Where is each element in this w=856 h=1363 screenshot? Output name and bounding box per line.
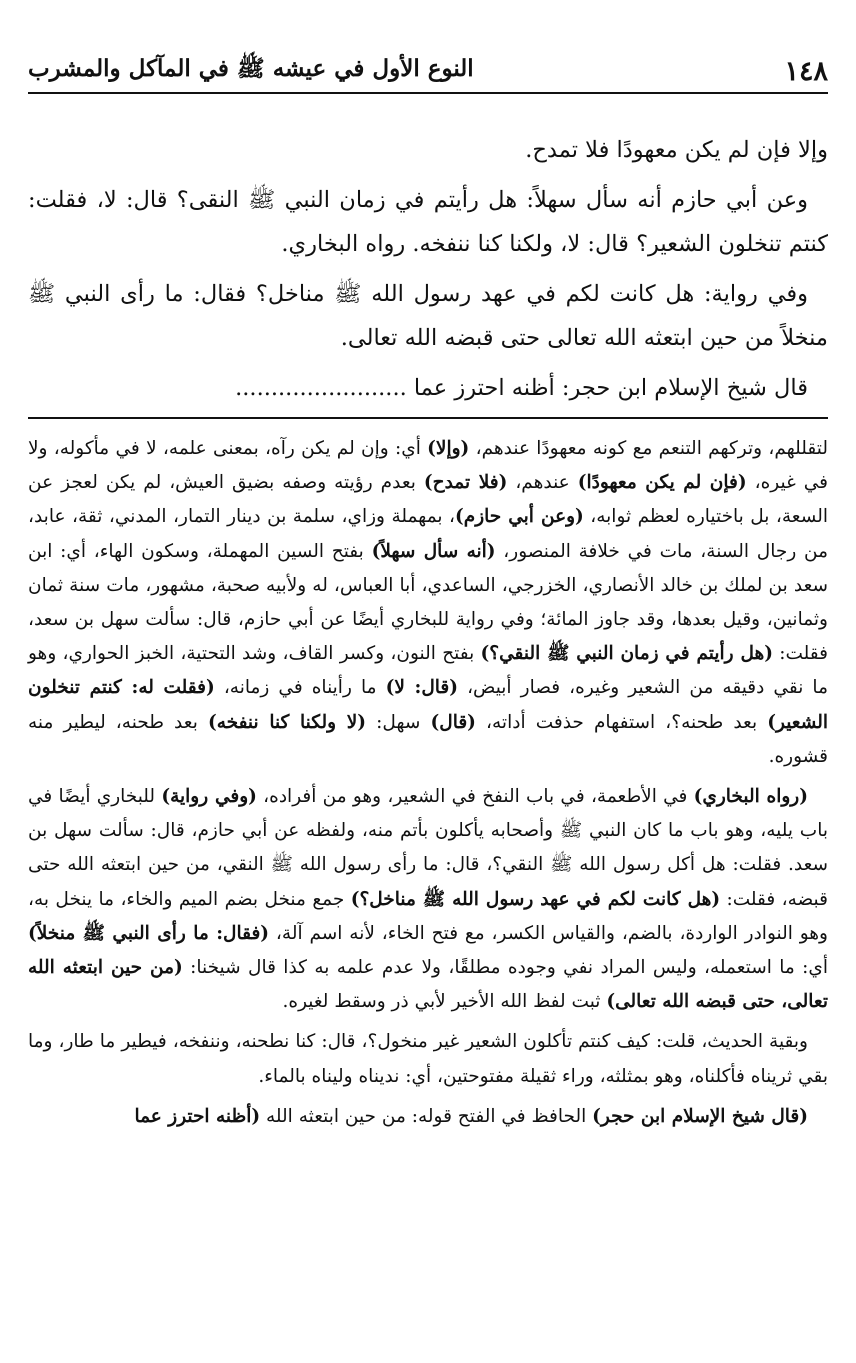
quoted-phrase: (فقلت له: كنتم تنخلون الشعير) — [28, 677, 828, 733]
matn-paragraph: قال شيخ الإسلام ابن حجر: أظنه احترز عما ........................ — [235, 375, 808, 401]
quoted-phrase: (أنه سأل سهلاً) — [371, 540, 496, 562]
matn-paragraph: وعن أبي حازم أنه سأل سهلاً: هل رأيتم في زمان النبي ﷺ النقى؟ قال: لا، فقلت: كنتم تنخلون الشعير؟ قال: لا، ولكنا كنا ننفخه. رواه البخاري. — [28, 187, 828, 257]
commentary-paragraph: وبقية الحديث، قلت: كيف كنتم تأكلون الشعير غير منخول؟، قال: كنا نطحنه، وننفخه، فيطير ما طار، وما بقي ثريناه فأكلناه، وهو بمثلثه، وراء ثقيلة مفتوحتين، أي: نديناه وليناه بالماء. — [28, 1031, 828, 1087]
commentary-text — [28, 432, 828, 1140]
quoted-phrase: (أظنه احترز عما — [134, 1105, 261, 1127]
quoted-phrase: (فلا تمدح) — [423, 472, 508, 494]
commentary-segment: أي: وإن لم يكن رآه، بمعنى علمه، لا في مأكوله، ولا في غيره، — [28, 438, 829, 494]
commentary-segment: بعدم رؤيته وصفه بضيق العيش، لم يكن لعجز عن السعة، بل باختياره لعظم ثوابه، — [28, 472, 828, 528]
quoted-phrase: (هل رأيتم في زمان النبي ﷺ النقي؟) — [480, 643, 773, 665]
quoted-phrase: (قال شيخ الإسلام ابن حجر) — [592, 1105, 808, 1127]
quoted-phrase: (قال) — [430, 711, 476, 733]
section-divider — [28, 417, 828, 419]
quoted-phrase: (فإن لم يكن معهودًا) — [577, 472, 747, 494]
commentary-segment: عندهم، — [507, 472, 578, 494]
quoted-phrase: (وفي رواية) — [161, 786, 257, 808]
commentary-segment: سهل: — [366, 711, 431, 733]
commentary-segment: بفتح السين المهملة، وسكون الهاء، أي: ابن سعد بن لملك بن خالد الأنصاري، الخزرجي، الساعدي، أبا العباس، له ولأبيه صحبة، مشهور، مات سنة ثمان وثمانين، وقيل بعدها، وقد جاوز المائة؛ وفي رواية للبخاري أيضًا عن أبي حازم، قال: سألت سهل بن سعد، فقلت: — [28, 540, 828, 665]
quoted-phrase: (هل كانت لكم في عهد رسول الله ﷺ مناخل؟) — [350, 888, 721, 910]
quoted-phrase: (فقال: ما رأى النبي ﷺ منخلاً) — [28, 922, 270, 944]
commentary-segment: الحافظ في الفتح قوله: من حين ابتعثه الله — [260, 1105, 593, 1127]
commentary-segment: بعد طحنه؟، استفهام حذفت أداته، — [475, 711, 768, 733]
commentary-segment: ، بمهملة وزاي، سلمة بن دينار التمار، المدني، ثقة، عابد، من رجال السنة، مات في خلافة المنصور، — [28, 506, 828, 562]
commentary-paragraph — [28, 432, 828, 774]
commentary-segment: في الأطعمة، في باب النفخ في الشعير، وهو من أفراده، — [256, 786, 694, 808]
quoted-phrase: (قال: لا) — [385, 677, 458, 699]
running-title: النوع الأول في عيشه ﷺ في المآكل والمشرب — [28, 55, 474, 82]
page-header — [28, 54, 828, 94]
commentary-paragraph — [28, 780, 828, 1019]
main-hadith-text — [28, 128, 828, 416]
matn-line: وإلا فإن لم يكن معهودًا فلا تمدح. — [525, 137, 828, 163]
commentary-segment: جمع منخل بضم الميم والخاء، ما ينخل به، وهو النوادر الواردة، بالضم، والقياس الكسر، مع فتح الخاء، لأنه اسم آلة، — [28, 888, 828, 944]
commentary-segment: لتقللهم، وتركهم التنعم مع كونه معهودًا عندهم، — [469, 438, 828, 459]
matn-paragraph: وفي رواية: هل كانت لكم في عهد رسول الله ﷺ مناخل؟ فقال: ما رأى النبي ﷺ منخلاً من حين ابتعثه الله تعالى حتى قبضه الله تعالى. — [28, 281, 828, 351]
quoted-phrase: (لا ولكنا كنا ننفخه) — [207, 711, 366, 733]
page-number: ١٤٨ — [784, 55, 828, 87]
quoted-phrase: (وعن أبي حازم) — [455, 506, 584, 528]
commentary-segment: للبخاري أيضًا في باب يليه، وهو باب ما كان النبي ﷺ وأصحابه يأكلون بأتم منه، ولفظه عن أبي حازم، قال: سألت سهل بن سعد. فقلت: هل أكل رسول الله ﷺ النقي؟، قال: ما رأى رسول الله ﷺ النقي، من حين ابتعثه الله حتى قبضه، فقلت: — [28, 786, 828, 910]
commentary-paragraph — [28, 1100, 828, 1134]
commentary-segment: بعد طحنه، ليطير منه قشوره. — [28, 711, 828, 767]
commentary-segment: ثبت لفظ الله الأخير لأبي ذر وسقط لغيره. — [282, 991, 607, 1013]
quoted-phrase: (وإلا) — [427, 438, 470, 459]
quoted-phrase: (رواه البخاري) — [693, 786, 808, 808]
commentary-segment: ما رأيناه في زمانه، — [214, 677, 386, 699]
commentary-segment: بفتح النون، وكسر القاف، وشد التحتية، الخبز الحواري، وهو ما نقي دقيقه من الشعير وغيره، فصار أبيض، — [28, 643, 828, 699]
quoted-phrase: (من حين ابتعثه الله تعالى، حتى قبضه الله تعالى) — [28, 957, 828, 1013]
commentary-segment: أي: ما استعمله، وليس المراد نفي وجوده مطلقًا، ولا عدم علمه به كذا قال شيخنا: — [182, 957, 829, 979]
